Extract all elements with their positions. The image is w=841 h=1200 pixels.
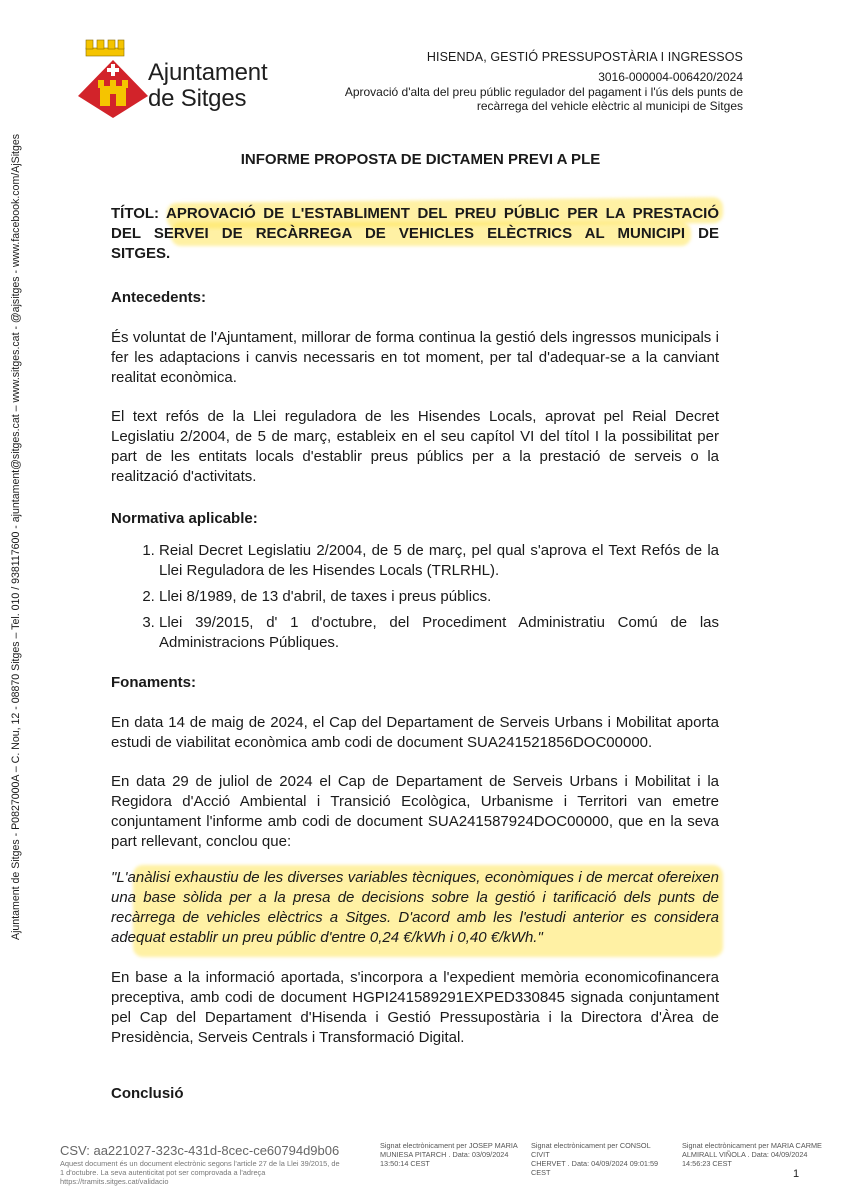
document-body: [111, 204, 719, 1124]
fonaments-paragraph-3: En base a la informació aportada, s'incorpora a l'expedient memòria economicofinancera preceptiva, amb codi de document HGPI241589291EXPED330845 signada conjuntament pel Cap del Departament d'Hisenda i Gestió Pressupostària i la Directora d'Àrea de Presidència, Serveis Centrals i Transformació Digital.: [111, 969, 719, 1046]
signature-block: [380, 1141, 520, 1168]
signature-line: MUNIESA PITARCH . Data: 03/09/2024: [380, 1150, 509, 1159]
fonaments-paragraph-2: En data 29 de juliol de 2024 el Cap de Departament de Serveis Urbans i Mobilitat i la Regidora d'Acció Ambiental i Transició Ecològica, Urbanisme i Territori van emetre conjuntament l'informe amb codi de document SUA241587924DOC00000, que en la seva part rellevant, conclou que:: [111, 773, 719, 850]
signature-line: CHERVET . Data: 04/09/2024 09:01:59: [531, 1159, 659, 1168]
quote-text: "L'anàlisi exhaustiu de les diverses variables tècniques, econòmiques i de mercat ofereixen una base sòlida per a la presa de decisions sobre la gestió i tarificació dels punts de recàrrega de vehicles elèctrics a Sitges. D'acord amb les l'estudi anterior es considera adequat establir un preu públic d'entre 0,24 €/kWh i 0,40 €/kWh.": [111, 869, 719, 946]
normativa-list: [111, 541, 719, 653]
department-name: HISENDA, GESTIÓ PRESSUPOSTÀRIA I INGRESSOS: [426, 50, 743, 64]
title-line3: SITGES.: [111, 245, 171, 262]
org-name-line1: Ajuntament: [148, 59, 268, 86]
csv-code: CSV: aa221027-323c-431d-8cec-ce60794d9b06: [60, 1143, 340, 1158]
signature-block: [531, 1141, 671, 1177]
fonaments-heading: Fonaments:: [111, 674, 197, 691]
signature-line: Signat electrònicament per MARIA CARME: [682, 1141, 822, 1150]
csv-note: Aquest document és un document electrònic segons l'article 27 de la Llei 39/2015, de 1 d'octubre. La seva autenticitat pot ser comprovada a l'adreça https://tramits.sitges.cat/validacio: [60, 1159, 340, 1186]
signature-line: Signat electrònicament per JOSEP MARIA: [380, 1141, 518, 1150]
document-title: [111, 204, 719, 264]
normativa-heading: Normativa aplicable:: [111, 510, 258, 527]
fonaments-paragraph-1: En data 14 de maig de 2024, el Cap del Departament de Serveis Urbans i Mobilitat aporta estudi de viabilitat econòmica amb codi de document SUA241521856DOC00000.: [111, 714, 719, 751]
subject-line2: recàrrega del vehicle elèctric al municipi de Sitges: [476, 99, 743, 113]
file-number: 3016-000004-006420/2024: [598, 70, 743, 84]
normativa-item: 3. Llei 39/2015, d' 1 d'octubre, del Procediment Administratiu Comú de las Administracions Públiques.: [159, 613, 719, 653]
crest-icon: [78, 38, 148, 118]
antecedents-paragraph-2: El text refós de la Llei reguladora de les Hisendes Locals, aprovat pel Reial Decret Legislatiu 2/2004, de 5 de març, estableix en el seu capítol VI del títol I la possibilitat per part de les entitats locals d'establir preus públics per a la prestació de serveis o la realització d'activitats.: [111, 408, 719, 485]
antecedents-heading: Antecedents:: [111, 289, 207, 306]
normativa-item: 1. Reial Decret Legislatiu 2/2004, de 5 de març, pel qual s'aprova el Text Refós de la Llei Reguladora de les Hisendes Locals (TRLRHL).: [159, 541, 719, 581]
quoted-conclusion: [111, 868, 719, 948]
signature-line: 13:50:14 CEST: [380, 1159, 430, 1168]
title-line1: TÍTOL: APROVACIÓ DE L'ESTABLIMENT DEL PREU PÚBLIC PER LA PRESTACIÓ: [111, 205, 719, 222]
signature-line: 14:56:23 CEST: [682, 1159, 732, 1168]
signature-line: ALMIRALL VIÑOLA . Data: 04/09/2024: [682, 1150, 808, 1159]
normativa-item: 2. Llei 8/1989, de 13 d'abril, de taxes i preus públics.: [159, 587, 719, 607]
signature-line: Signat electrònicament per CONSOL CIVIT: [531, 1141, 651, 1159]
org-name: [148, 60, 267, 112]
conclusio-heading: Conclusió: [111, 1085, 184, 1102]
signature-line: CEST: [531, 1168, 551, 1177]
signature-block: [682, 1141, 822, 1168]
report-title: INFORME PROPOSTA DE DICTAMEN PREVI A PLE: [240, 151, 601, 168]
antecedents-paragraph-1: És voluntat de l'Ajuntament, millorar de forma continua la gestió dels ingressos municipals i fer les adaptacions i canvis necessaris en tot moment, per tal d'adequar-se a la canviant realitat econòmica.: [111, 329, 719, 386]
side-contact-note: Ajuntament de Sitges - P0827000A – C. Nou, 12 - 08870 Sitges – Tel. 010 / 938117600 - ajuntament@sitges.cat – www.sitges.cat - @ajsitges - www.facebook.com/AjSitges: [10, 133, 22, 940]
title-line2: DEL SERVEI DE RECÀRREGA DE VEHICLES ELÈCTRICS AL MUNICIPI DE: [111, 225, 719, 242]
subject-line1: Aprovació d'alta del preu públic regulador del pagament i l'ús dels punts de: [344, 85, 743, 99]
header-info: [323, 50, 743, 113]
page-number: 1: [793, 1168, 800, 1180]
org-name-line2: de Sitges: [148, 85, 247, 112]
